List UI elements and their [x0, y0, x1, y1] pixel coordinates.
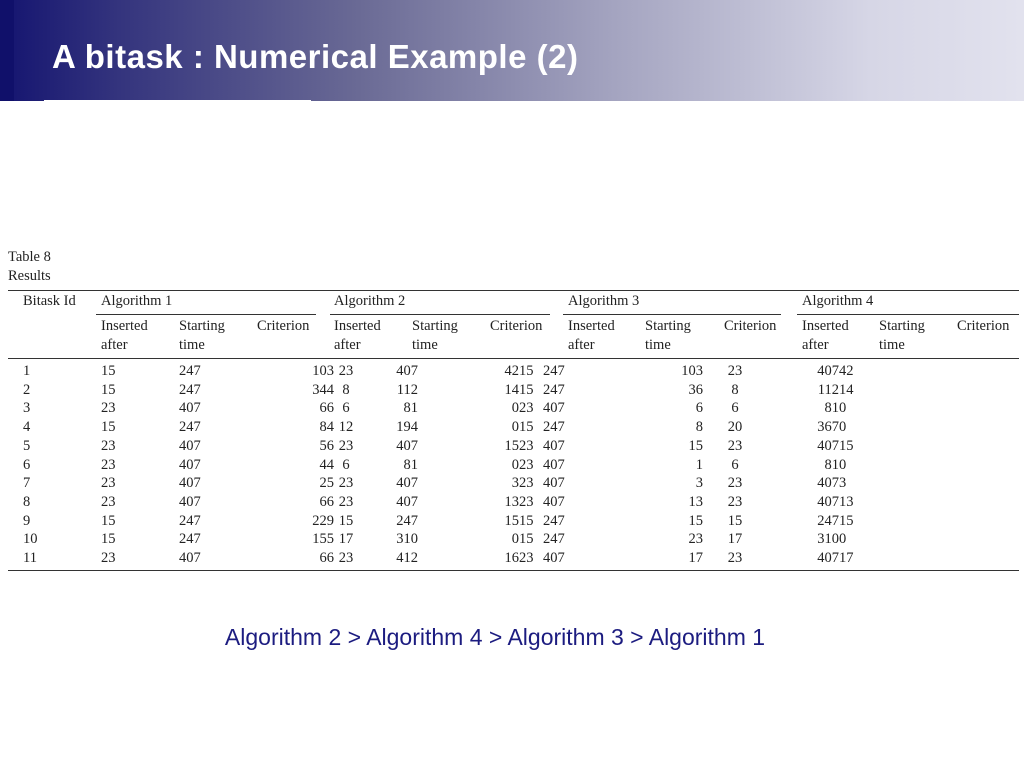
- table-row: [0, 362, 946, 381]
- alg4-inserted-after-cell: 23: [727, 550, 743, 567]
- criterion-header: Criterion: [490, 318, 543, 334]
- alg4-starting-time-cell: 407: [817, 475, 839, 492]
- alg2-inserted-after-cell: 12: [338, 419, 354, 436]
- alg4-criterion-cell: 3: [839, 475, 847, 492]
- alg1-criterion-cell: 229: [312, 512, 334, 529]
- alg4-inserted-after-cell: 23: [727, 437, 743, 454]
- alg2-inserted-after-cell: 15: [338, 512, 354, 529]
- alg4-starting-time-cell: 367: [817, 419, 839, 436]
- results-table: [0, 362, 946, 568]
- bitask-id-cell: 3: [23, 400, 31, 417]
- title-bar-edge: [0, 0, 14, 101]
- criterion-header: Criterion: [957, 318, 1010, 334]
- table-row: [0, 418, 946, 437]
- alg1-inserted-after-cell: 15: [101, 419, 116, 436]
- alg1-inserted-after-cell: 23: [101, 400, 116, 417]
- table-row: [0, 493, 946, 512]
- criterion-header: Criterion: [257, 318, 310, 334]
- alg3-starting-time-cell: 247: [543, 419, 565, 436]
- alg4-inserted-after-cell: 17: [727, 531, 743, 548]
- alg1-starting-time-cell: 407: [179, 475, 201, 492]
- alg4-starting-time-cell: 310: [817, 531, 839, 548]
- alg2-starting-time-cell: 247: [396, 512, 418, 529]
- alg3-inserted-after-cell: 23: [519, 456, 534, 473]
- alg4-inserted-after-cell: 15: [727, 512, 743, 529]
- alg2-criterion-cell: 0: [511, 400, 519, 417]
- alg3-criterion-cell: 36: [688, 381, 703, 398]
- alg2-starting-time-cell: 81: [403, 400, 418, 417]
- alg2-inserted-after-cell: 23: [338, 475, 354, 492]
- algorithm-4-header: Algorithm 4: [802, 293, 874, 309]
- alg2-inserted-after-cell: 6: [342, 400, 350, 417]
- alg2-inserted-after-cell: 17: [338, 531, 354, 548]
- alg3-inserted-after-cell: 15: [519, 381, 534, 398]
- table-name: Results: [8, 268, 51, 284]
- alg1-inserted-after-cell: 23: [101, 437, 116, 454]
- alg1-inserted-after-cell: 23: [101, 550, 116, 567]
- starting-time-header: Starting time: [879, 318, 925, 353]
- alg3-inserted-after-cell: 23: [519, 400, 534, 417]
- alg2-starting-time-cell: 407: [396, 363, 418, 379]
- alg2-inserted-after-cell: 6: [342, 456, 350, 473]
- alg2-criterion-cell: 3: [511, 475, 519, 492]
- alg3-criterion-cell: 15: [688, 512, 703, 529]
- alg3-criterion-cell: 17: [688, 550, 703, 567]
- alg1-inserted-after-cell: 15: [101, 531, 116, 548]
- alg4-criterion-cell: 15: [839, 437, 854, 454]
- alg1-criterion-cell: 84: [319, 419, 334, 436]
- alg3-criterion-cell: 8: [695, 419, 703, 436]
- alg1-inserted-after-cell: 15: [101, 512, 116, 529]
- title-underline: [44, 100, 311, 102]
- alg3-criterion-cell: 23: [688, 531, 703, 548]
- alg3-starting-time-cell: 247: [543, 363, 565, 379]
- alg4-starting-time-cell: 81: [824, 400, 839, 417]
- alg4-criterion-cell: 13: [839, 493, 854, 510]
- alg2-inserted-after-cell: 23: [338, 363, 354, 379]
- bitask-id-cell: 10: [23, 531, 38, 548]
- alg4-starting-time-cell: 112: [817, 381, 839, 398]
- alg2-criterion-cell: 14: [504, 381, 519, 398]
- bitask-id-cell: 5: [23, 437, 31, 454]
- alg4-inserted-after-cell: 23: [727, 363, 743, 379]
- alg1-criterion-cell: 56: [319, 437, 334, 454]
- starting-time-header: Starting time: [179, 318, 225, 353]
- alg1-inserted-after-cell: 23: [101, 475, 116, 492]
- alg1-criterion-cell: 44: [319, 456, 334, 473]
- alg1-criterion-cell: 155: [312, 531, 334, 548]
- alg2-criterion-cell: 0: [511, 531, 519, 548]
- algorithm-3-header: Algorithm 3: [568, 293, 640, 309]
- alg2-criterion-cell: 0: [511, 456, 519, 473]
- alg1-criterion-cell: 66: [319, 550, 334, 567]
- bitask-id-cell: 9: [23, 512, 31, 529]
- alg4-inserted-after-cell: 6: [731, 456, 739, 473]
- alg4-criterion-cell: 0: [839, 531, 847, 548]
- alg4-inserted-after-cell: 6: [731, 400, 739, 417]
- alg3-inserted-after-cell: 23: [519, 475, 534, 492]
- alg3-starting-time-cell: 407: [543, 456, 565, 473]
- bitask-id-cell: 11: [23, 550, 37, 567]
- criterion-header: Criterion: [724, 318, 777, 334]
- alg2-starting-time-cell: 412: [396, 550, 418, 567]
- alg2-criterion-cell: 0: [511, 419, 519, 436]
- alg4-inserted-after-cell: 8: [731, 381, 739, 398]
- alg4-starting-time-cell: 81: [824, 456, 839, 473]
- inserted-after-header: Inserted after: [568, 318, 615, 353]
- alg2-starting-time-cell: 81: [403, 456, 418, 473]
- table-row: [0, 530, 946, 549]
- alg4-starting-time-cell: 247: [817, 512, 839, 529]
- alg2-starting-time-cell: 407: [396, 493, 418, 510]
- alg2-starting-time-cell: 194: [396, 419, 418, 436]
- alg3-inserted-after-cell: 23: [519, 493, 534, 510]
- bitask-id-cell: 2: [23, 381, 31, 398]
- alg4-criterion-cell: 15: [839, 512, 854, 529]
- bitask-id-header: Bitask Id: [23, 293, 76, 309]
- alg4-inserted-after-cell: 23: [727, 493, 743, 510]
- starting-time-header: Starting time: [645, 318, 691, 353]
- slide-title: A bitask : Numerical Example (2): [52, 38, 579, 75]
- alg2-starting-time-cell: 407: [396, 437, 418, 454]
- alg1-starting-time-cell: 247: [179, 419, 201, 436]
- alg4-inserted-after-cell: 20: [727, 419, 743, 436]
- alg1-starting-time-cell: 407: [179, 400, 201, 417]
- table-row: [0, 549, 946, 568]
- alg3-inserted-after-cell: 15: [519, 512, 534, 529]
- alg2-starting-time-cell: 407: [396, 475, 418, 492]
- algorithm-1-header: Algorithm 1: [101, 293, 173, 309]
- table-caption: [8, 248, 51, 286]
- bitask-id-cell: 8: [23, 493, 31, 510]
- alg2-criterion-cell: 13: [504, 493, 519, 510]
- alg1-inserted-after-cell: 23: [101, 493, 116, 510]
- alg4-criterion-cell: 42: [839, 363, 854, 379]
- inserted-after-header: Inserted after: [802, 318, 849, 353]
- alg4-starting-time-cell: 407: [817, 493, 839, 510]
- alg3-starting-time-cell: 407: [543, 437, 565, 454]
- alg1-inserted-after-cell: 15: [101, 381, 116, 398]
- alg4-criterion-cell: 0: [839, 400, 847, 417]
- alg2-criterion-cell: 16: [504, 550, 519, 567]
- inserted-after-header: Inserted after: [101, 318, 148, 353]
- alg1-starting-time-cell: 407: [179, 550, 201, 567]
- alg2-inserted-after-cell: 23: [338, 437, 354, 454]
- alg3-criterion-cell: 15: [688, 437, 703, 454]
- starting-time-header: Starting time: [412, 318, 458, 353]
- alg1-criterion-cell: 66: [319, 400, 334, 417]
- alg1-criterion-cell: 344: [312, 381, 334, 398]
- alg4-criterion-cell: 14: [839, 381, 854, 398]
- alg3-inserted-after-cell: 15: [519, 531, 534, 548]
- alg2-starting-time-cell: 112: [396, 381, 418, 398]
- header-bottom-rule: [8, 358, 1019, 359]
- alg2-inserted-after-cell: 23: [338, 550, 354, 567]
- algorithm-2-header: Algorithm 2: [334, 293, 406, 309]
- table-row: [0, 437, 946, 456]
- alg2-starting-time-cell: 310: [396, 531, 418, 548]
- alg2-inserted-after-cell: 23: [338, 493, 354, 510]
- table-row: [0, 512, 946, 531]
- alg4-starting-time-cell: 407: [817, 550, 839, 567]
- table-row: [0, 381, 946, 400]
- alg4-inserted-after-cell: 23: [727, 475, 743, 492]
- alg4-criterion-cell: 17: [839, 550, 854, 567]
- alg2-inserted-after-cell: 8: [342, 381, 350, 398]
- alg4-criterion-cell: 0: [839, 456, 847, 473]
- bitask-id-cell: 4: [23, 419, 31, 436]
- alg3-inserted-after-cell: 15: [519, 363, 534, 379]
- alg2-criterion-cell: 15: [504, 512, 519, 529]
- alg3-starting-time-cell: 247: [543, 381, 565, 398]
- alg2-criterion-cell: 42: [504, 363, 519, 379]
- alg2-criterion-cell: 15: [504, 437, 519, 454]
- alg3-criterion-cell: 103: [681, 363, 703, 379]
- algorithm-3-rule: [563, 314, 781, 315]
- alg1-starting-time-cell: 247: [179, 381, 201, 398]
- alg1-starting-time-cell: 247: [179, 512, 201, 529]
- alg1-starting-time-cell: 247: [179, 531, 201, 548]
- alg3-inserted-after-cell: 23: [519, 437, 534, 454]
- alg1-starting-time-cell: 407: [179, 437, 201, 454]
- alg4-starting-time-cell: 407: [817, 363, 839, 379]
- bitask-id-cell: 6: [23, 456, 31, 473]
- algorithm-4-rule: [797, 314, 1019, 315]
- alg4-criterion-cell: 0: [839, 419, 847, 436]
- inserted-after-header: Inserted after: [334, 318, 381, 353]
- alg4-starting-time-cell: 407: [817, 437, 839, 454]
- results-table-body: [0, 362, 946, 568]
- table-top-rule: [8, 290, 1019, 291]
- alg1-criterion-cell: 103: [312, 363, 334, 379]
- alg3-starting-time-cell: 407: [543, 550, 565, 567]
- algorithm-ranking: Algorithm 2 > Algorithm 4 > Algorithm 3 > Algorithm 1: [224, 624, 766, 650]
- alg1-criterion-cell: 25: [319, 475, 334, 492]
- algorithm-1-rule: [96, 314, 316, 315]
- table-row: [0, 456, 946, 475]
- alg1-starting-time-cell: 407: [179, 456, 201, 473]
- alg1-starting-time-cell: 247: [179, 363, 201, 379]
- alg3-criterion-cell: 13: [688, 493, 703, 510]
- alg3-criterion-cell: 1: [695, 456, 703, 473]
- alg3-inserted-after-cell: 23: [519, 550, 534, 567]
- alg3-starting-time-cell: 407: [543, 475, 565, 492]
- alg3-starting-time-cell: 407: [543, 493, 565, 510]
- alg3-starting-time-cell: 247: [543, 512, 565, 529]
- alg3-starting-time-cell: 247: [543, 531, 565, 548]
- alg3-inserted-after-cell: 15: [519, 419, 534, 436]
- alg1-criterion-cell: 66: [319, 493, 334, 510]
- alg1-inserted-after-cell: 15: [101, 363, 116, 379]
- alg3-criterion-cell: 6: [695, 400, 703, 417]
- alg1-starting-time-cell: 407: [179, 493, 201, 510]
- table-row: [0, 399, 946, 418]
- table-bottom-rule: [8, 570, 1019, 571]
- alg1-inserted-after-cell: 23: [101, 456, 116, 473]
- alg3-criterion-cell: 3: [695, 475, 703, 492]
- bitask-id-cell: 7: [23, 475, 31, 492]
- table-number: Table 8: [8, 249, 51, 265]
- alg3-starting-time-cell: 407: [543, 400, 565, 417]
- table-row: [0, 474, 946, 493]
- algorithm-2-rule: [330, 314, 550, 315]
- bitask-id-cell: 1: [23, 363, 31, 379]
